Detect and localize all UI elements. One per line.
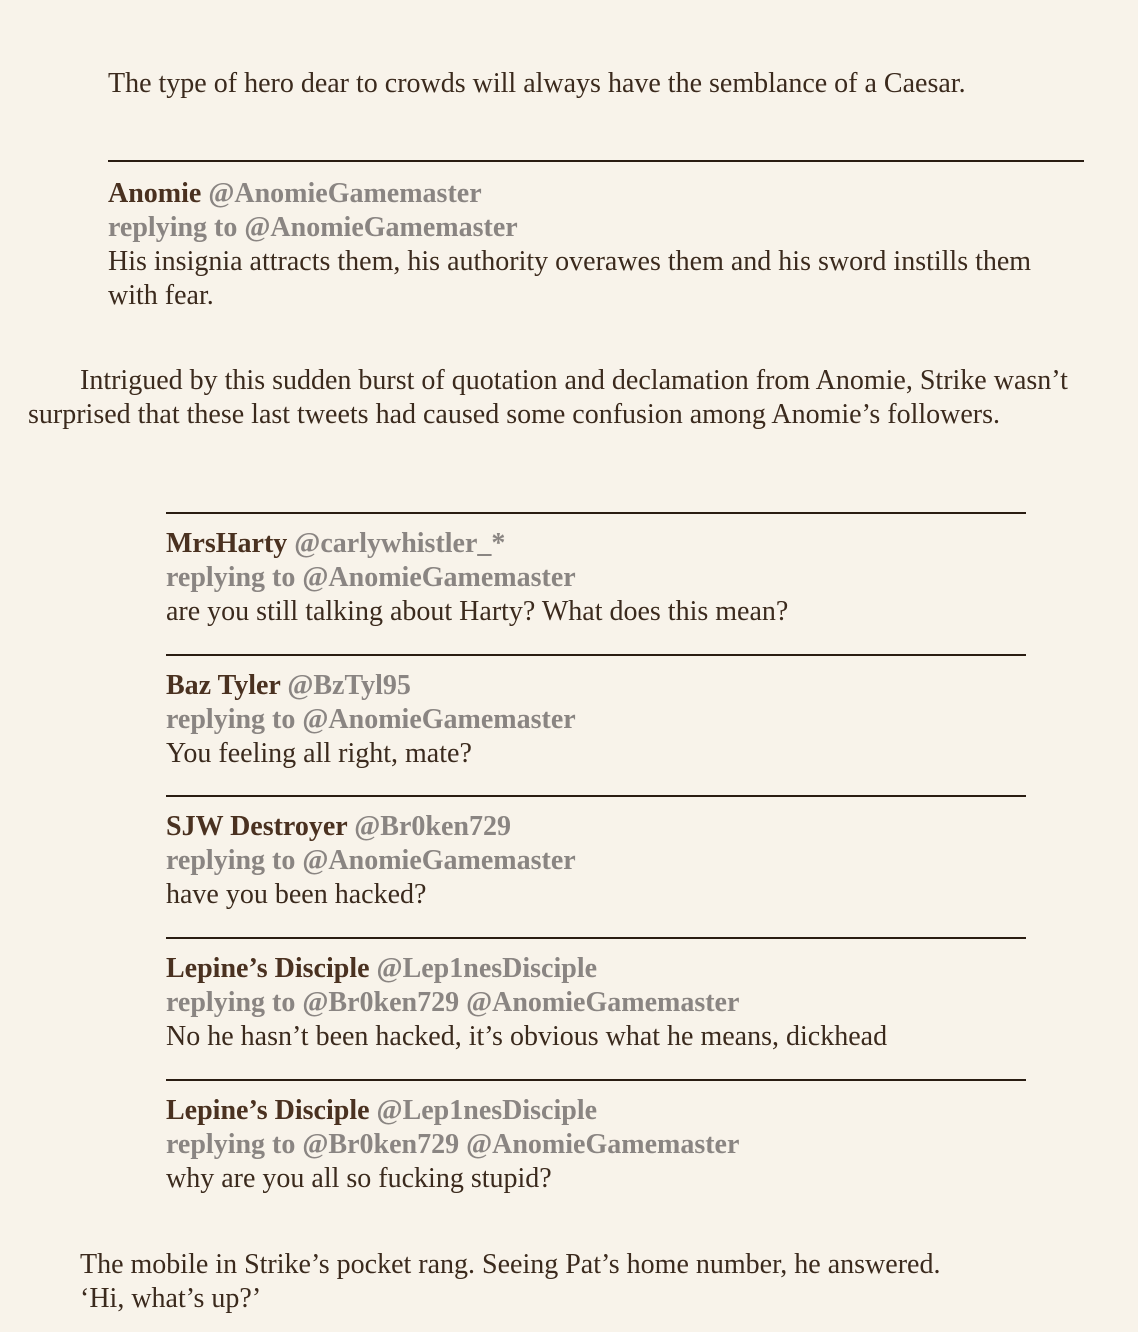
divider bbox=[166, 795, 1026, 797]
tweet-header bbox=[166, 669, 1046, 703]
tweet-author-name: Baz Tyler bbox=[166, 670, 281, 701]
narrative-paragraph bbox=[80, 1248, 1120, 1316]
tweet-author-handle: @Lep1nesDisciple bbox=[376, 953, 598, 984]
tweet-author-name: Lepine’s Disciple bbox=[166, 1095, 370, 1126]
tweet-author-name: MrsHarty bbox=[166, 528, 288, 559]
tweet-author-handle: @AnomieGamemaster bbox=[208, 178, 482, 209]
tweet-author-name: SJW Destroyer bbox=[166, 811, 348, 842]
tweet-author-name: Anomie bbox=[108, 178, 202, 209]
tweet-text: have you been hacked? bbox=[166, 879, 427, 910]
divider bbox=[108, 160, 1084, 162]
divider bbox=[166, 1079, 1026, 1081]
tweet-text: are you still talking about Harty? What does this mean? bbox=[166, 596, 789, 627]
tweet-reply-to: replying to @Br0ken729 @AnomieGamemaster bbox=[166, 1129, 740, 1160]
divider bbox=[166, 937, 1026, 939]
tweet-text: why are you all so fucking stupid? bbox=[166, 1163, 552, 1194]
paragraph-text: Intrigued by this sudden burst of quotation and declamation from Anomie, Strike wasn’t surprised that these last tweets had caused some confusion among Anomie’s followers. bbox=[28, 365, 1068, 430]
narrative-paragraph bbox=[28, 364, 1118, 432]
tweet-header bbox=[108, 177, 1078, 211]
tweet-reply-to: replying to @AnomieGamemaster bbox=[166, 562, 576, 593]
paragraph-line: ‘Hi, what’s up?’ bbox=[80, 1283, 262, 1314]
tweet-anomie bbox=[108, 177, 1078, 313]
tweet-header bbox=[166, 1094, 1066, 1128]
tweet-header bbox=[166, 527, 1046, 561]
tweet-author-handle: @Lep1nesDisciple bbox=[376, 1095, 598, 1126]
tweet-author-handle: @carlywhistler_* bbox=[294, 528, 506, 559]
tweet-reply-to: replying to @AnomieGamemaster bbox=[166, 845, 576, 876]
tweet-header bbox=[166, 952, 1066, 986]
tweet-reply bbox=[166, 810, 1046, 912]
tweet-reply-to: replying to @AnomieGamemaster bbox=[166, 704, 576, 735]
tweet-author-handle: @BzTyl95 bbox=[287, 670, 411, 701]
tweet-author-handle: @Br0ken729 bbox=[354, 811, 511, 842]
tweet-header bbox=[166, 810, 1046, 844]
tweet-reply-to: replying to @AnomieGamemaster bbox=[108, 212, 518, 243]
tweet-reply bbox=[166, 1094, 1066, 1196]
tweet-reply-to: replying to @Br0ken729 @AnomieGamemaster bbox=[166, 987, 740, 1018]
tweet-text: No he hasn’t been hacked, it’s obvious what he means, dickhead bbox=[166, 1021, 888, 1052]
tweet-text: You feeling all right, mate? bbox=[166, 738, 472, 769]
tweet-reply bbox=[166, 527, 1046, 629]
tweet-reply bbox=[166, 669, 1046, 771]
divider bbox=[166, 512, 1026, 514]
tweet-author-name: Lepine’s Disciple bbox=[166, 953, 370, 984]
divider bbox=[166, 654, 1026, 656]
quote-text: The type of hero dear to crowds will always have the semblance of a Caesar. bbox=[108, 68, 966, 99]
tweet-reply bbox=[166, 952, 1066, 1054]
paragraph-line: The mobile in Strike’s pocket rang. Seeing Pat’s home number, he answered. bbox=[80, 1249, 941, 1280]
tweet-text: His insignia attracts them, his authority overawes them and his sword instills them with fear. bbox=[108, 246, 1032, 311]
